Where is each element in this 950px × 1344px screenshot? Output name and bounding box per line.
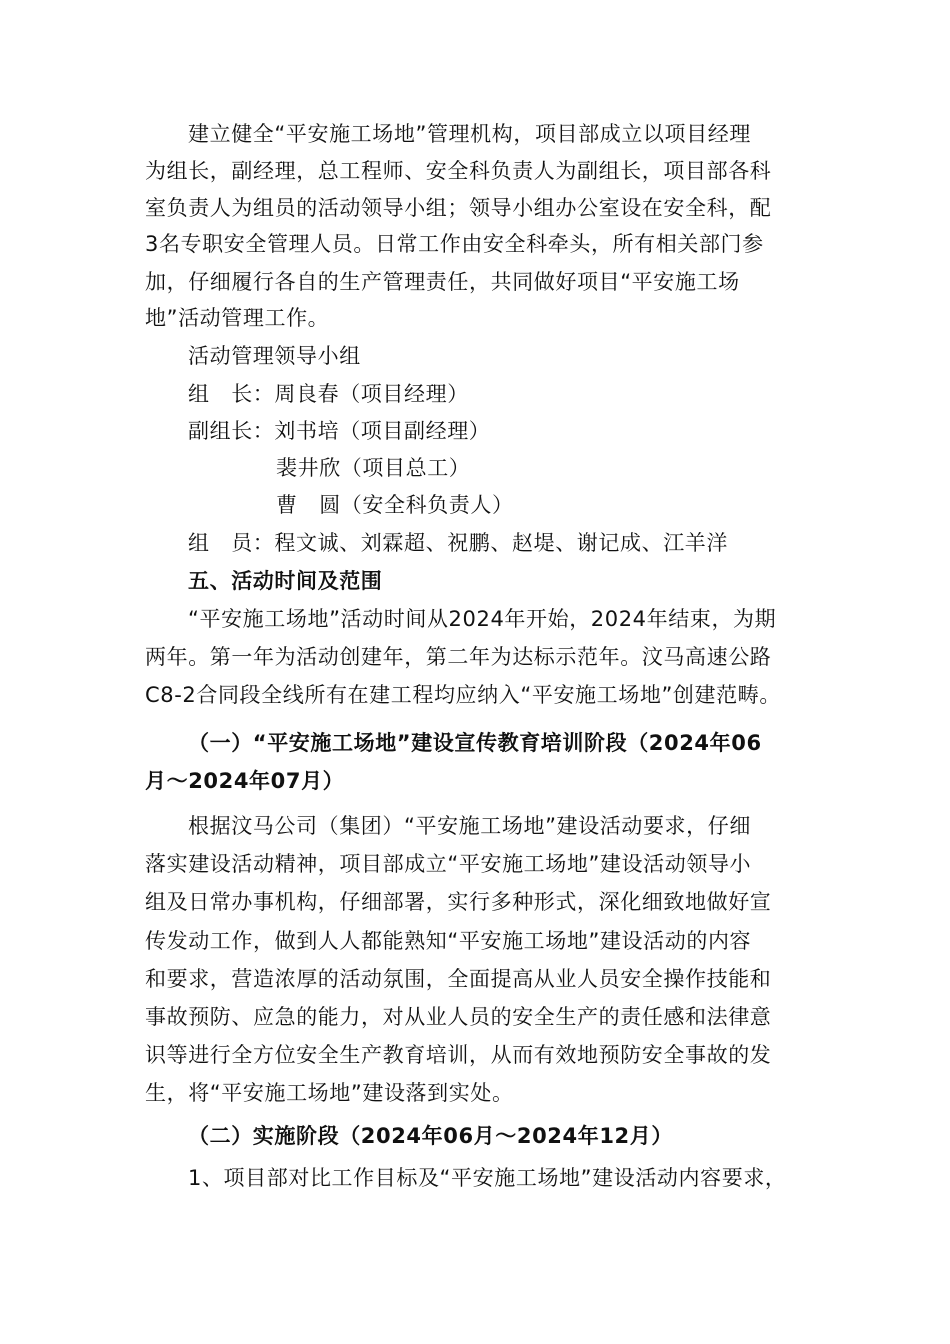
body-line: 地”活动管理工作。 — [145, 306, 330, 330]
body-line: 加，仔细履行各自的生产管理责任，共同做好项目“平安施工场 — [145, 270, 740, 294]
body-line: 传发动工作，做到人人都能熟知“平安施工场地”建设活动的内容 — [145, 929, 752, 953]
group-deputy: 曹 圆（安全科负责人） — [276, 493, 514, 517]
body-line: 1、项目部对比工作目标及“平安施工场地”建设活动内容要求， — [188, 1166, 787, 1190]
group-title: 活动管理领导小组 — [188, 344, 361, 368]
group-leader: 组 长：周良春（项目经理） — [188, 382, 469, 406]
body-line: 识等进行全方位安全生产教育培训，从而有效地预防安全事故的发 — [145, 1043, 772, 1067]
body-line: 室负责人为组员的活动领导小组；领导小组办公室设在安全科，配 — [145, 196, 772, 220]
body-line: 根据汶马公司（集团）“平安施工场地”建设活动要求，仔细 — [188, 814, 751, 838]
section-heading: 五、活动时间及范围 — [188, 569, 383, 593]
body-line: 两年。第一年为活动创建年，第二年为达标示范年。汶马高速公路 — [145, 645, 772, 669]
group-deputy: 裴井欣（项目总工） — [276, 456, 471, 480]
body-line: 落实建设活动精神，项目部成立“平安施工场地”建设活动领导小 — [145, 852, 752, 876]
group-deputy: 副组长：刘书培（项目副经理） — [188, 419, 491, 443]
body-line: 事故预防、应急的能力，对从业人员的安全生产的责任感和法律意 — [145, 1005, 772, 1029]
subsection-heading: （一）“平安施工场地”建设宣传教育培训阶段（2024年06 — [188, 731, 762, 755]
body-line: 和要求，营造浓厚的活动氛围，全面提高从业人员安全操作技能和 — [145, 967, 772, 991]
body-line: C8-2合同段全线所有在建工程均应纳入“平安施工场地”创建范畴。 — [145, 683, 781, 707]
body-line: 生，将“平安施工场地”建设落到实处。 — [145, 1081, 514, 1105]
subsection-heading: 月～2024年07月） — [145, 769, 345, 793]
body-line: 组及日常办事机构，仔细部署，实行多种形式，深化细致地做好宣 — [145, 890, 772, 914]
body-line: 为组长，副经理，总工程师、安全科负责人为副组长，项目部各科 — [145, 159, 772, 183]
body-line: “平安施工场地”活动时间从2024年开始，2024年结束，为期 — [188, 607, 777, 631]
body-line: 3名专职安全管理人员。日常工作由安全科牵头，所有相关部门参 — [145, 232, 764, 256]
body-line: 建立健全“平安施工场地”管理机构，项目部成立以项目经理 — [188, 122, 751, 146]
group-members: 组 员：程文诚、刘霖超、祝鹏、赵堤、谢记成、江羊洋 — [188, 531, 728, 555]
subsection-heading: （二）实施阶段（2024年06月～2024年12月） — [188, 1124, 673, 1148]
